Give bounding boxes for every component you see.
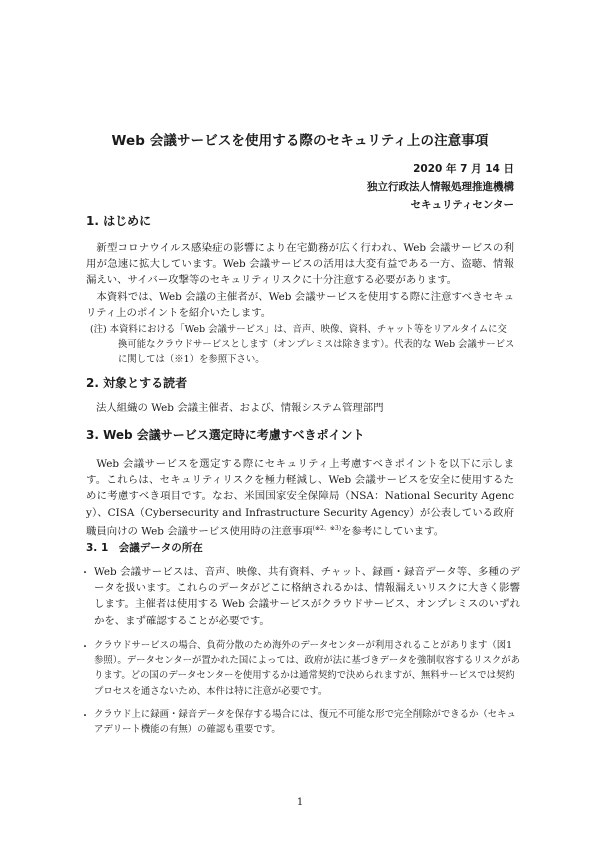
section-3-body xyxy=(86,456,514,539)
section-2-heading: 2. 対象とする読者 xyxy=(86,376,188,390)
bullet-item-3 xyxy=(80,707,520,738)
section-1-paragraph-1: 新型コロナウイルス感染症の影響により在宅勤務が広く行われ、Web 会議サービスの利用が急速に拡大しています。Web 会議サービスの活用は大変有益である一方、盗聴、情報漏えい、サイバー攻撃等のセキュリティリスクに十分注意する必要があります。 xyxy=(86,242,514,287)
section-2-body xyxy=(96,400,516,416)
issuer-organization: 独立行政法人情報処理推進機構 xyxy=(367,181,514,193)
bullet-mark: ・ xyxy=(80,568,90,579)
section-3-paragraph-tail: を参考にしています。 xyxy=(341,525,445,538)
bullet-item-2-text: クラウドサービスの場合、負荷分散のため海外のデータセンターが利用されることがあります（図1参照）。データセンターが置かれた国によっては、政府が法に基づきデータを強制収容するリスクがあります。どの国のデータセンターを使用するかは通常契約で決められますが、無料サービスでは契約プロセスを通さないため、本件は特に注意が必要です。 xyxy=(94,639,520,697)
page-number: 1 xyxy=(296,797,304,808)
section-1-note-text: (注) 本資料における「Web 会議サービス」は、音声、映像、資料、チャット等をリアルタイムに交換可能なクラウドサービスとします（オンプレミスは除きます）。代表的な Web 会議サービスに関しては（※1）を参照下さい。 xyxy=(90,324,515,365)
bullet-item-3-text: クラウド上に録画・録音データを保存する場合には、復元不可能な形で完全削除ができるか（セキュアデリート機能の有無）の確認も重要です。 xyxy=(94,709,516,736)
section-3-paragraph-text: Web 会議サービスを選定する際にセキュリティ上考慮すべきポイントを以下に示します。これらは、セキュリティリスクを極力軽減し、Web 会議サービスを安全に使用するために考慮すべき項目です。なお、米国国家安全保障局（NSA：National Security Agency）、CISA（Cybersecurity and Infrastructure Security Agency）が公表している政府職員向けの Web 会議サービス使用時の注意事項 xyxy=(86,458,514,538)
section-3-heading: 3. Web 会議サービス選定時に考慮すべきポイント xyxy=(86,428,365,442)
document-title: Web 会議サービスを使用する際のセキュリティ上の注意事項 xyxy=(111,133,489,149)
bullet-item-2 xyxy=(80,638,520,699)
section-1-paragraph-2: 本資料では、Web 会議の主催者が、Web 会議サービスを使用する際に注意すべきセキュリティ上のポイントを紹介いたします。 xyxy=(86,290,514,319)
section-1-body xyxy=(86,240,514,321)
issuer-center: セキュリティセンター xyxy=(410,199,514,211)
bullet-list xyxy=(80,564,520,738)
section-3-paragraph xyxy=(86,456,514,539)
section-1-heading: 1. はじめに xyxy=(86,214,152,228)
bullet-mark: ・ xyxy=(80,641,90,653)
section-1-note xyxy=(90,322,516,367)
bullet-mark: ・ xyxy=(80,711,90,722)
section-3-reference-mark: (※2、※3) xyxy=(312,524,342,532)
section-2-paragraph: 法人組織の Web 会議主催者、および、情報システム管理部門 xyxy=(96,402,384,414)
issue-date: 2020 年 7 月 14 日 xyxy=(413,163,514,175)
section-3-1-heading: 3. 1 会議データの所在 xyxy=(86,542,203,554)
issuer-block xyxy=(367,160,514,214)
bullet-item-1 xyxy=(80,564,520,629)
bullet-item-1-text: Web 会議サービスは、音声、映像、共有資料、チャット、録画・録音データ等、多種のデータを扱います。これらのデータがどこに格納されるかは、情報漏えいリスクに大きく影響します。主催者は使用する Web 会議サービスがクラウドサービス、オンプレミスのいずれかを、まず確認することが必要です。 xyxy=(94,566,520,627)
